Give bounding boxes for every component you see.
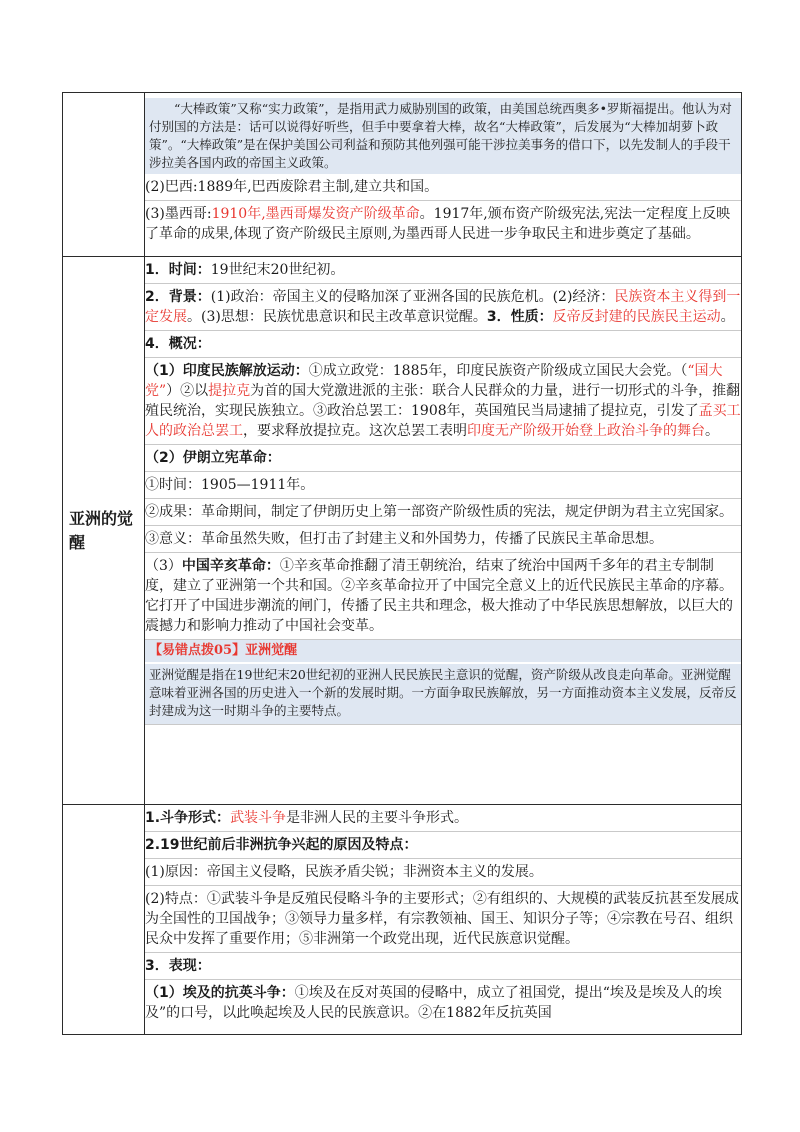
- row-asia-awakening: [63, 257, 742, 805]
- brazil-paragraph: (2)巴西:1889年,巴西废除君主制,建立共和国。: [145, 179, 439, 195]
- row-africa: [63, 805, 742, 1035]
- mexico-paragraph: (3)墨西哥:1910年,墨西哥爆发资产阶级革命。1917年,颁布资产阶级宪法,宪法一定程度上反映了革命的成果,体现了资产阶级民主原则,为墨西哥人民进一步争取民主和进步奠定了基础。: [145, 200, 741, 247]
- tip-title: 【易错点拨05】亚洲觉醒: [145, 640, 741, 662]
- row1-label-cell: [63, 93, 145, 257]
- reason-heading: 2.19世纪前后非洲抗争兴起的原因及特点：: [145, 831, 741, 858]
- asia-awakening-label: 亚洲的觉醒: [63, 257, 145, 805]
- iran-heading: （2）伊朗立宪革命：: [145, 444, 741, 471]
- tip-box: [145, 639, 741, 725]
- china-paragraph: （3）中国辛亥革命：①辛亥革命推翻了清王朝统治，结束了统治中国两千多年的君主专制制度，建立了亚洲第一个共和国。②辛亥革命拉开了中国完全意义上的近代民族民主革命的序幕。它打开了中国进步潮流的闸门，传播了民主共和理念，极大推动了中华民族思想解放，以巨大的震撼力和影响力推动了中国社会变革。: [145, 552, 741, 639]
- feature-paragraph: (2)特点：①武装斗争是反殖民侵略斗争的主要形式；②有组织的、大规模的武装反抗甚至发展成为全国性的卫国战争；③领导力量多样，有宗教领袖、国王、知识分子等；④宗教在号召、组织民众中发挥了重要作用；⑤非洲第一个政党出现，近代民族意识觉醒。: [145, 885, 741, 952]
- manifestation-heading: 3．表现：: [145, 952, 741, 979]
- reason-paragraph: (1)原因：帝国主义侵略，民族矛盾尖锐；非洲资本主义的发展。: [145, 858, 741, 885]
- time-paragraph: 1．时间：19世纪末20世纪初。: [145, 262, 345, 278]
- tip-text: 亚洲觉醒是指在19世纪末20世纪初的亚洲人民民族民主意识的觉醒，资产阶级从改良走向革命。亚洲觉醒意味着亚洲各国的历史进入一个新的发展时期。一方面争取民族解放，另一方面推动资本主义发展，反帝反封建成为这一时期斗争的主要特点。: [145, 664, 741, 724]
- row1-content-cell: [145, 93, 742, 257]
- big-stick-note: “大棒政策”又称“实力政策”，是指用武力威胁别国的政策，由美国总统西奥多•罗斯福提出。他认为对付别国的方法是：话可以说得好听些，但手中要拿着大棒，故名“大棒政策”，后发展为“大棒加胡萝卜政策”。“大棒政策”是在保护美国公司利益和预防其他列强可能干涉拉美事务的借口下，以先发制人的手段干涉拉美各国内政的帝国主义政策。: [145, 98, 741, 174]
- background-paragraph: 2．背景：(1)政治：帝国主义的侵略加深了亚洲各国的民族危机。(2)经济：民族资本主义得到一定发展。(3)思想：民族忧患意识和民主改革意识觉醒。3．性质：反帝反封建的民族民主运动。: [145, 283, 741, 330]
- overview-heading: 4．概况：: [145, 330, 741, 357]
- content-table: [62, 92, 742, 1035]
- egypt-paragraph: （1）埃及的抗英斗争：①埃及在反对英国的侵略中，成立了祖国党，提出“埃及是埃及人的埃及”的口号，以此唤起埃及人民的民族意识。②在1882年反抗英国: [145, 979, 741, 1026]
- india-paragraph: （1）印度民族解放运动：①成立政党：1885年，印度民族资产阶级成立国民大会党。（“国大党”）②以提拉克为首的国大党激进派的主张：联合人民群众的力量，进行一切形式的斗争，推翻殖民统治，实现民族独立。③政治总罢工：1908年，英国殖民当局逮捕了提拉克，引发了孟买工人的政治总罢工，要求释放提拉克。这次总罢工表明印度无产阶级开始登上政治斗争的舞台。: [145, 357, 741, 444]
- row3-label-cell: [63, 805, 145, 1035]
- mexico-highlight: 1910年,墨西哥爆发资产阶级革命: [211, 206, 420, 222]
- row-latin-america: [63, 93, 742, 257]
- iran-time: ①时间：1905—1911年。: [145, 471, 741, 498]
- iran-meaning: ③意义：革命虽然失败，但打击了封建主义和外国势力，传播了民族民主革命思想。: [145, 525, 741, 552]
- struggle-form-paragraph: 1.斗争形式：武装斗争是非洲人民的主要斗争形式。: [145, 810, 469, 826]
- iran-result: ②成果：革命期间，制定了伊朗历史上第一部资产阶级性质的宪法，规定伊朗为君主立宪国家。: [145, 498, 741, 525]
- row2-content-cell: [145, 257, 742, 805]
- row3-content-cell: [145, 805, 742, 1035]
